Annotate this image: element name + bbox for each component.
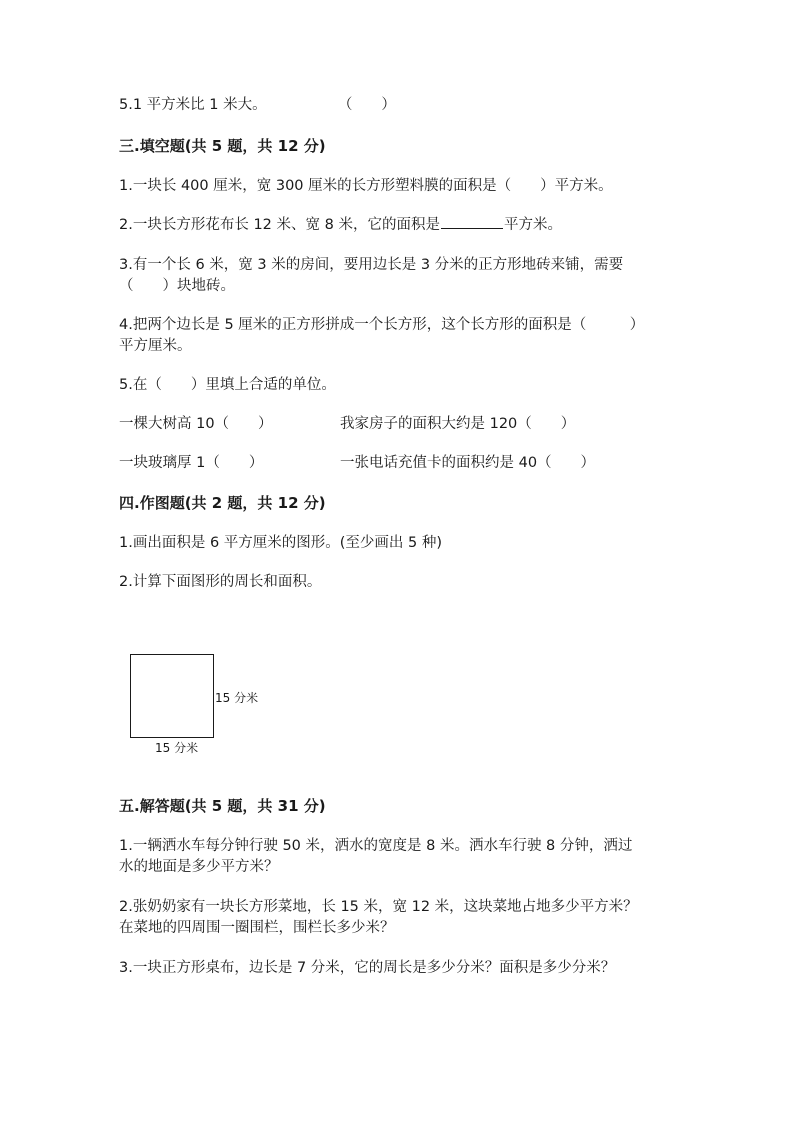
question-5-2-line2: 在菜地的四周围一圈围栏，围栏长多少米？ (119, 920, 395, 936)
question-text: 5.1 平方米比 1 米大。 (119, 97, 267, 113)
question-text-end: 平方米。 (503, 217, 562, 233)
question-3-5: 5.在（ ）里填上合适的单位。 (119, 377, 336, 393)
question-4-2: 2.计算下面图形的周长和面积。 (119, 574, 322, 590)
section-3-title: 三.填空题(共 5 题，共 12 分) (119, 137, 326, 155)
question-3-1: 1.一块长 400 厘米，宽 300 厘米的长方形塑料膜的面积是（ ）平方米。 (119, 178, 613, 194)
answer-blank (441, 214, 503, 229)
section-5-title: 五.解答题(共 5 题，共 31 分) (119, 797, 326, 815)
question-3-4-line2: 平方厘米。 (119, 338, 192, 354)
question-3-3-line2: （ ）块地砖。 (119, 278, 235, 294)
question-2-5 (119, 95, 396, 115)
question-3-2 (119, 214, 562, 235)
question-5-2-line1: 2.张奶奶家有一块长方形菜地，长 15 米，宽 12 米，这块菜地占地多少平方米？ (119, 899, 638, 915)
question-5-3: 3.一块正方形桌布，边长是 7 分米，它的周长是多少分米？面积是多少分米？ (119, 960, 616, 976)
question-4-1: 1.画出面积是 6 平方厘米的图形。(至少画出 5 种) (119, 535, 443, 551)
square-side-label: 15 分米 (215, 691, 259, 705)
question-3-3-line1: 3.有一个长 6 米，宽 3 米的房间，要用边长是 3 分米的正方形地砖来铺，需要 (119, 257, 624, 273)
question-5-1-line1: 1.一辆洒水车每分钟行驶 50 米，洒水的宽度是 8 米。洒水车行驶 8 分钟，洒过 (119, 838, 633, 854)
square-bottom-label: 15 分米 (155, 741, 199, 755)
section-4-title: 四.作图题(共 2 题，共 12 分) (119, 494, 326, 512)
answer-paren: （ ） (337, 97, 396, 113)
unit-item-3: 一块玻璃厚 1（ ） (119, 455, 264, 471)
question-3-4-line1: 4.把两个边长是 5 厘米的正方形拼成一个长方形，这个长方形的面积是（ ） (119, 317, 645, 333)
question-text: 2.一块长方形花布长 12 米、宽 8 米，它的面积是 (119, 217, 440, 233)
unit-item-4: 一张电话充值卡的面积约是 40（ ） (340, 455, 596, 471)
square-figure (130, 654, 214, 738)
question-5-1-line2: 水的地面是多少平方米？ (119, 859, 279, 875)
unit-item-1: 一棵大树高 10（ ） (119, 416, 273, 432)
unit-item-2: 我家房子的面积大约是 120（ ） (340, 416, 576, 432)
